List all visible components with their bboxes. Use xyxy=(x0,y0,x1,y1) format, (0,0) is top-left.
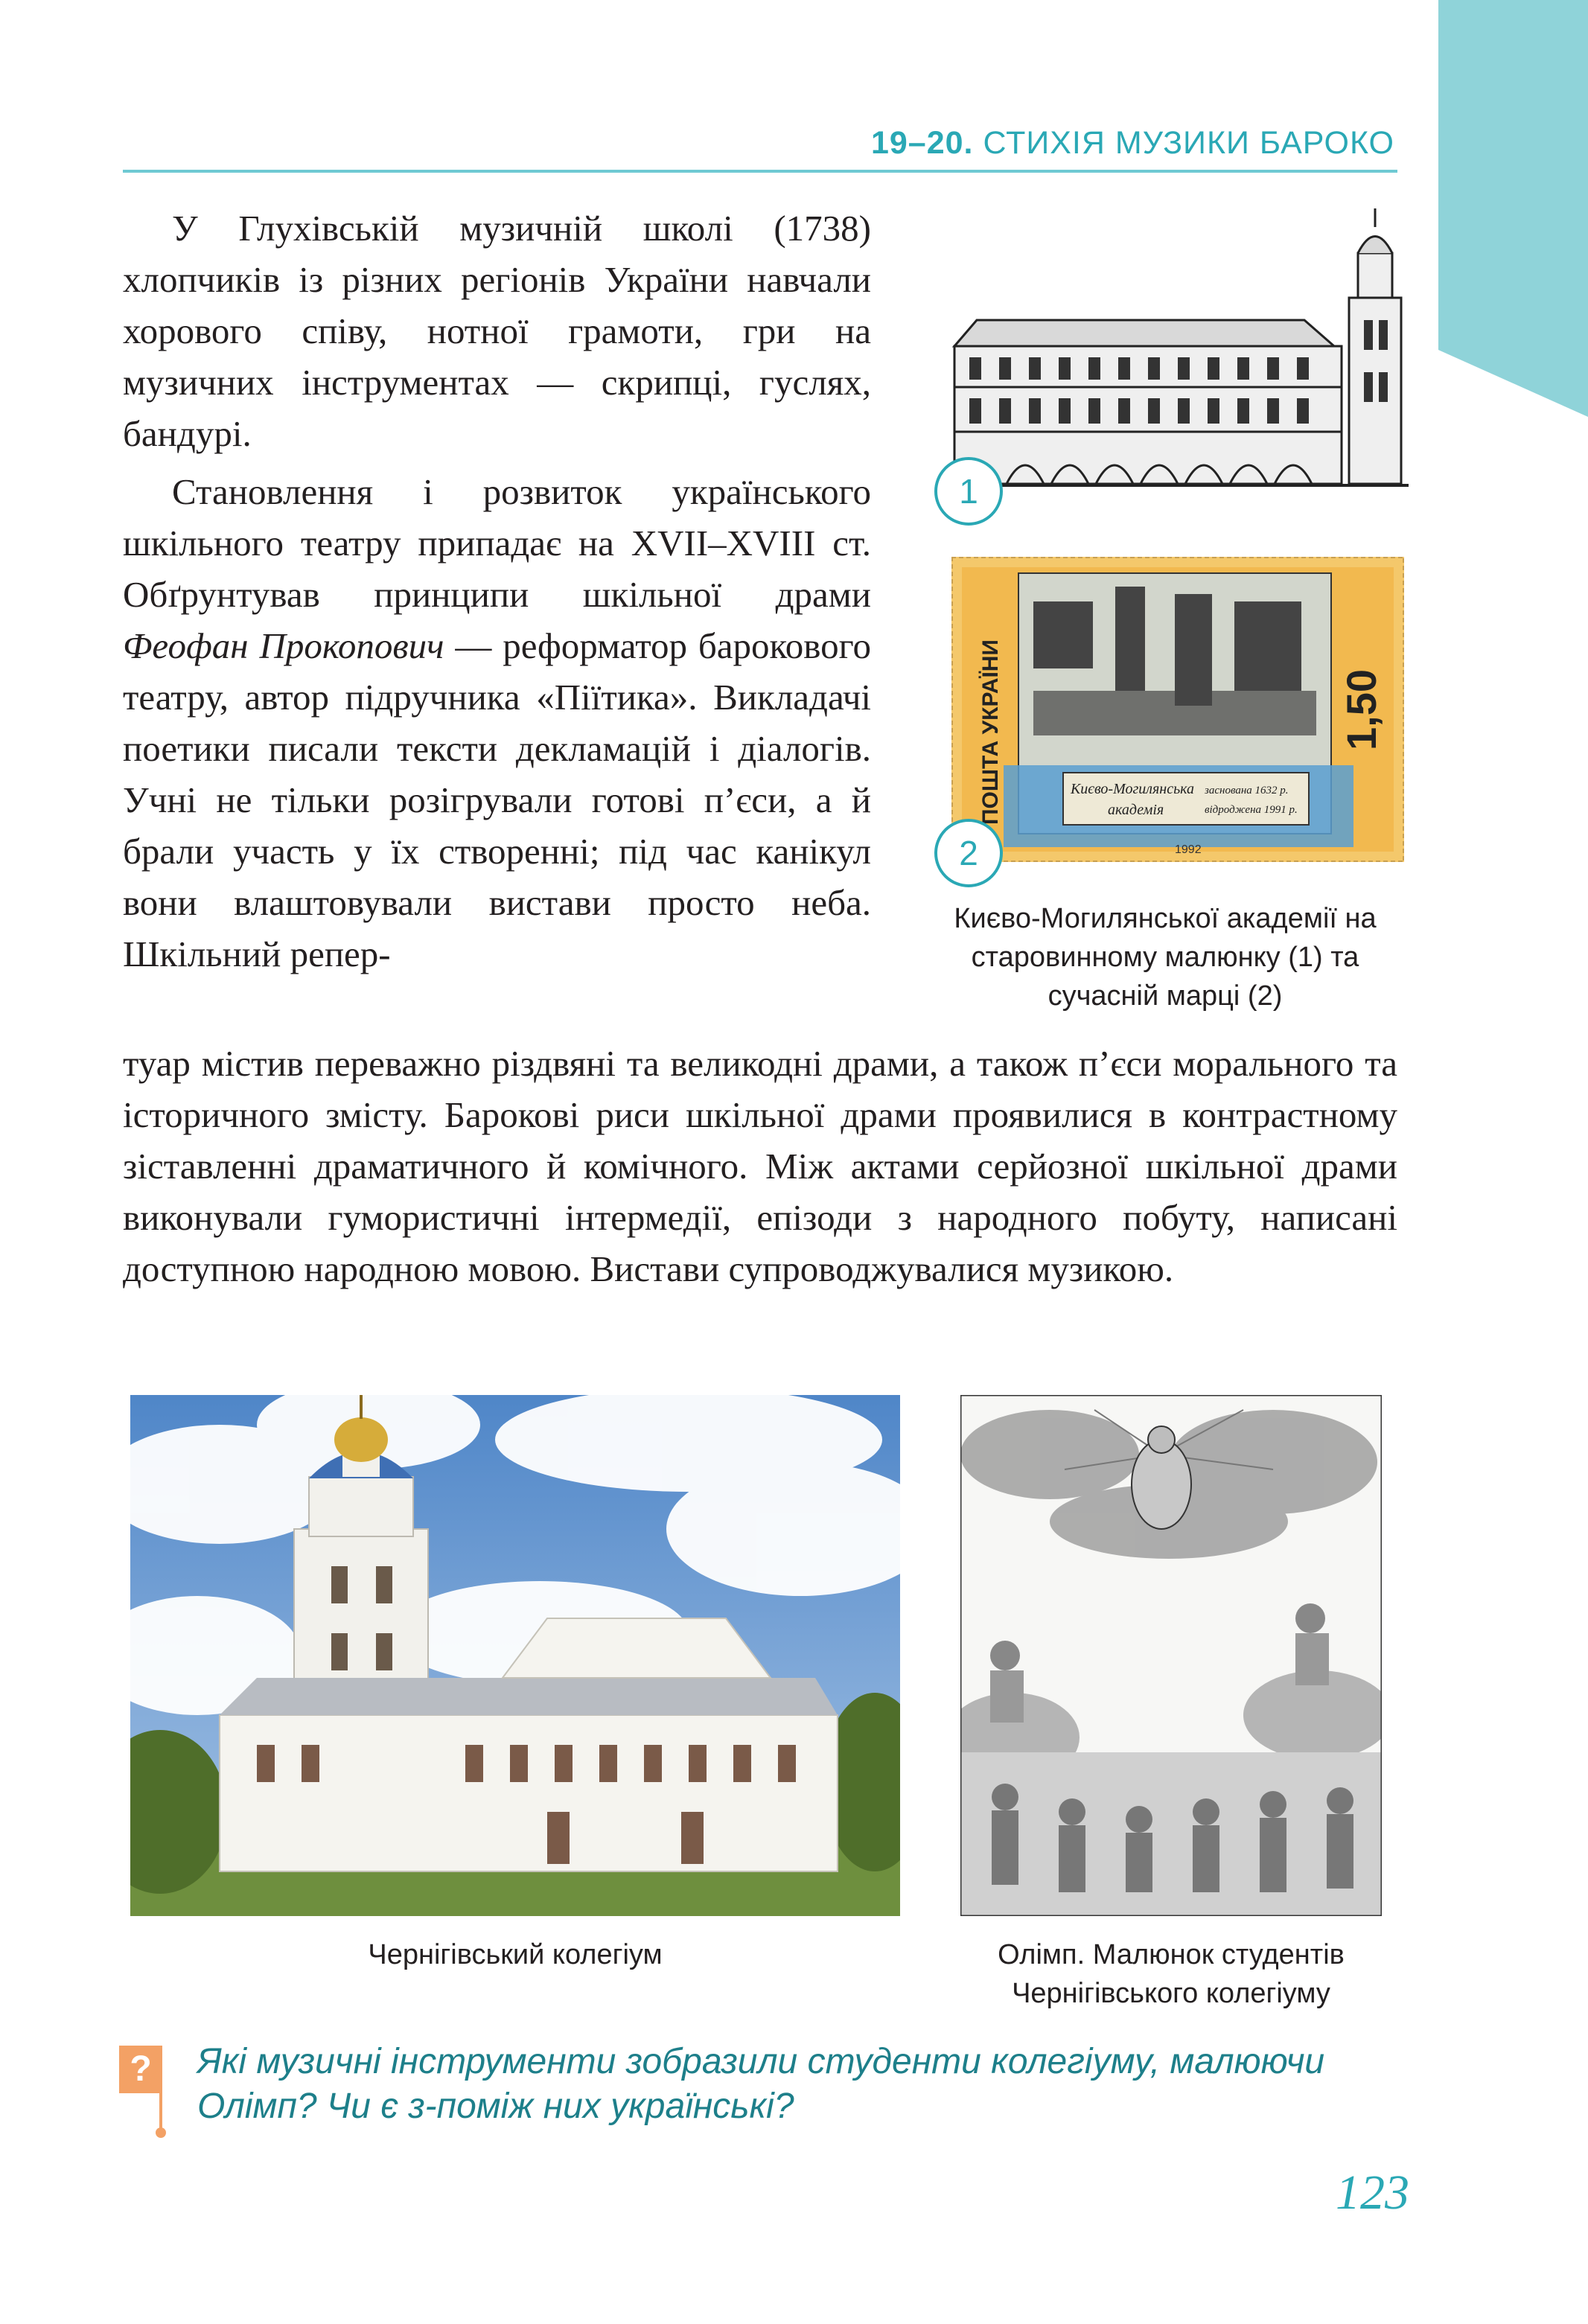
chernihiv-collegium-photo xyxy=(130,1395,900,1916)
paragraph-3: туар містив переважно різдвяні та великодні драми, а також п’єси морального та історичного змісту. Барокові риси шкільної драми проявилися в контрастному зіставленні драматичного й комічного. Між актами серйозної шкільної драми виконували гумористичні інтермедії, епізоди з народного побуту, написані доступною народною мовою. Вистави супроводжувалися музикою. xyxy=(123,1043,1397,1289)
stamp-revived: відроджена 1991 р. xyxy=(1205,804,1298,816)
section-number: 19–20. xyxy=(870,125,974,161)
stamp-value: 1,50 xyxy=(1338,669,1385,750)
stamp-inscription-2: академія xyxy=(1108,802,1164,818)
header-rule xyxy=(123,170,1397,173)
corner-tab xyxy=(1438,0,1588,417)
olymp-drawing-image xyxy=(960,1395,1382,1916)
question-text: Які музичні інструменти зобразили студенти колегіуму, малюючи Олімп? Чи є з-поміж них українські? xyxy=(197,2042,1325,2126)
caption-olymp: Олімп. Малюнок студентів Чернігівського колегіуму xyxy=(998,1939,1345,2009)
figure-number-badge-1: 1 xyxy=(934,457,1003,526)
stamp-inscription: Києво-Могилянська xyxy=(1071,781,1195,797)
postage-stamp-image xyxy=(951,557,1404,862)
person-name: Феофан Прокопович xyxy=(123,625,444,666)
figure-number-badge-2: 2 xyxy=(934,819,1003,887)
stamp-country: ПОШТА УКРАЇНИ xyxy=(978,639,1003,825)
paragraph-2 xyxy=(123,466,871,980)
section-header xyxy=(871,125,1394,162)
question-icon-stem xyxy=(159,2093,162,2132)
section-title: СТИХІЯ МУЗИКИ БАРОКО xyxy=(983,125,1394,161)
caption-collegium: Чернігівський колегіум xyxy=(368,1939,663,1970)
question-icon: ? xyxy=(119,2046,162,2093)
stamp-year: 1992 xyxy=(1175,843,1202,856)
caption-academy: Києво-Могилянської академії на старовинному малюнку (1) та сучасній марці (2) xyxy=(954,903,1377,1012)
paragraph-1: У Глухівській музичній школі (1738) хлопчиків із різних регіонів України навчали хорового співу, нотної грамоти, гри на музичних інструментах — скрипці, гуслях, бандурі. xyxy=(123,208,871,454)
paragraph-2-start: Становлення і розвиток українського шкільного театру припадає на XVII–XVIII ст. Обґрунтував принципи шкільної драми xyxy=(123,471,871,615)
page-number: 123 xyxy=(1336,2165,1409,2220)
academy-drawing-image xyxy=(947,208,1409,499)
stamp-founded: заснована 1632 р. xyxy=(1205,785,1289,797)
question-icon-dot xyxy=(156,2127,166,2138)
paragraph-2-end: — реформатор барокового театру, автор підручника «Піїтика». Викладачі поетики писали тексти декламацій і діалогів. Учні не тільки розігрували готові п’єси, а й брали участь у їх створенні; під час канікул вони влаштовували вистави просто неба. Шкільний репер- xyxy=(123,625,871,974)
